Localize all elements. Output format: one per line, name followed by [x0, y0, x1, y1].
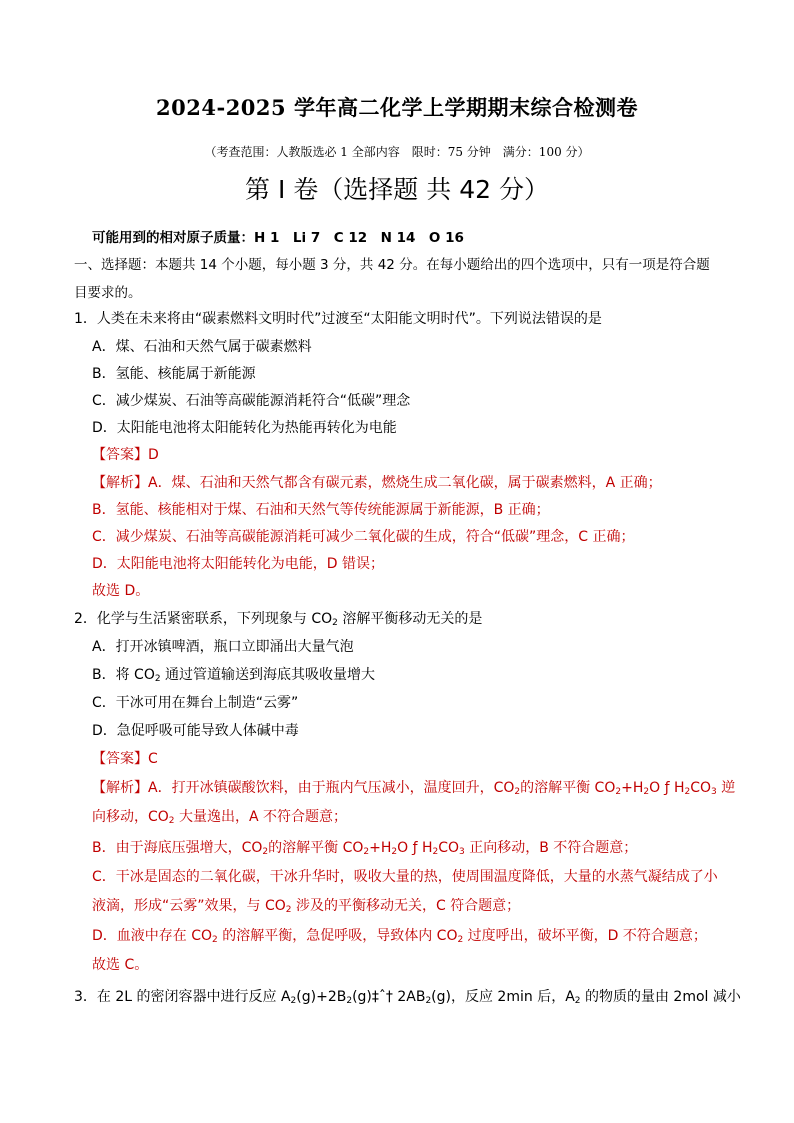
- q1-analysis-2: B．氢能、核能相对于煤、石油和天然气等传统能源属于新能源，B 正确；: [92, 502, 550, 518]
- q2-option-b: [92, 664, 375, 684]
- q2-stem-text: 2．化学与生活紧密联系，下列现象与 CO: [74, 611, 333, 627]
- q2-analysis-d: [92, 925, 707, 945]
- subscript: 3: [459, 847, 465, 857]
- q2-option-c: C．干冰可用在舞台上制造“云雾”: [92, 695, 299, 711]
- analysis-text: A．打开冰镇碳酸饮料，由于瓶内气压减小，温度回升，CO: [148, 780, 515, 796]
- analysis-text: O ƒ H: [649, 780, 685, 796]
- analysis-tag: 【解析】: [92, 475, 148, 491]
- q1-analysis-4: D．太阳能电池将太阳能转化为电能，D 错误；: [92, 556, 385, 572]
- q2-option-a: A．打开冰镇啤酒，瓶口立即涌出大量气泡: [92, 639, 354, 655]
- subscript: 2: [684, 787, 691, 797]
- q3-stem-text: 3．在 2L 的密闭容器中进行反应 A: [74, 989, 291, 1005]
- q2-stem-text: 溶解平衡移动无关的是: [337, 611, 483, 627]
- analysis-text: 正向移动，B 不符合题意；: [464, 840, 638, 856]
- subscript: 2: [212, 935, 218, 945]
- analysis-text: 大量逸出，A 不符合题意；: [174, 809, 348, 825]
- subscript: 2: [425, 996, 432, 1006]
- subscript: 2: [514, 787, 521, 797]
- atomic-masses: 可能用到的相对原子质量：H 1 Li 7 C 12 N 14 O 16: [92, 230, 464, 246]
- q1-answer: [92, 444, 159, 464]
- analysis-text: 过度呼出，破坏平衡，D 不符合题意；: [463, 928, 707, 944]
- analysis-text: 的溶解平衡 CO: [520, 780, 616, 796]
- q3-stem-text: (g)‡ˆ† 2AB: [352, 989, 426, 1005]
- analysis-text: 的溶解平衡 CO: [268, 840, 364, 856]
- analysis-text: B．由于海底压强增大，CO: [92, 840, 263, 856]
- subscript: 2: [346, 996, 353, 1006]
- q1-option-c: C．减少煤炭、石油等高碳能源消耗符合“低碳”理念: [92, 393, 411, 409]
- q2-option-d: D．急促呼吸可能导致人体碱中毒: [92, 723, 299, 739]
- q1-option-b: B．氢能、核能属于新能源: [92, 366, 256, 382]
- subscript: 2: [432, 847, 439, 857]
- q2-analysis-b: [92, 837, 637, 857]
- q3-stem-text: 的物质的量由 2mol 减小: [580, 989, 741, 1005]
- subscript: 2: [168, 816, 175, 826]
- q3-stem-text: (g)+2B: [296, 989, 347, 1005]
- q1-option-d: D．太阳能电池将太阳能转化为热能再转化为电能: [92, 420, 397, 436]
- analysis-text: A．煤、石油和天然气都含有碳元素，燃烧生成二氧化碳，属于碳素燃料，A 正确；: [148, 475, 662, 491]
- q1-option-a: A．煤、石油和天然气属于碳素燃料: [92, 339, 312, 355]
- subscript: 2: [574, 996, 581, 1006]
- analysis-text: CO: [690, 780, 712, 796]
- q2-analysis-a-line2: [92, 806, 347, 826]
- subscript: 3: [711, 787, 717, 797]
- exam-title: 2024-2025 学年高二化学上学期期末综合检测卷: [156, 95, 638, 120]
- answer-value: C: [148, 751, 158, 767]
- subscript: 2: [154, 674, 161, 684]
- answer-tag: 【答案】: [92, 447, 148, 463]
- analysis-text: 的溶解平衡，急促呼吸，导致体内 CO: [217, 928, 458, 944]
- q1-stem: 1．人类在未来将由“碳素燃料文明时代”过渡至“太阳能文明时代”。下列说法错误的是: [74, 311, 602, 327]
- analysis-text: D．血液中存在 CO: [92, 928, 213, 944]
- option-text: B．将 CO: [92, 667, 155, 683]
- section-intro-line-1: 一、选择题：本题共 14 个小题，每小题 3 分，共 42 分。在每小题给出的四个选项中，只有一项是符合题: [74, 257, 710, 273]
- analysis-text: 涉及的平衡移动无关，C 符合题意；: [291, 898, 521, 914]
- exam-subtitle: （考查范围：人教版选必 1 全部内容 限时：75 分钟 满分：100 分）: [204, 145, 590, 159]
- subscript: 2: [290, 996, 297, 1006]
- section-intro-line-2: 目要求的。: [74, 285, 142, 301]
- option-text: 通过管道输送到海底其吸收量增大: [160, 667, 376, 683]
- analysis-text: 液滴，形成“云雾”效果，与 CO: [92, 898, 286, 914]
- q2-analysis-c-line1: C．干冰是固态的二氧化碳，干冰升华时，吸收大量的热，使周围温度降低，大量的水蒸气凝结成了小: [92, 869, 718, 885]
- subscript: 2: [457, 935, 464, 945]
- subscript: 2: [262, 847, 269, 857]
- q2-stem: [74, 608, 482, 628]
- analysis-text: 逆: [716, 780, 736, 796]
- answer-tag: 【答案】: [92, 751, 148, 767]
- analysis-text: O ƒ H: [397, 840, 433, 856]
- volume-heading: 第 I 卷（选择题 共 42 分）: [245, 175, 549, 204]
- analysis-text: CO: [438, 840, 460, 856]
- q1-conclusion: 故选 D。: [92, 583, 150, 599]
- analysis-tag: 【解析】: [92, 780, 148, 796]
- q2-answer: [92, 748, 158, 768]
- subscript: 2: [391, 847, 398, 857]
- q1-analysis-1: [92, 472, 662, 492]
- q2-analysis-a-line1: [92, 777, 735, 797]
- q3-stem: [74, 986, 741, 1006]
- subscript: 2: [615, 787, 622, 797]
- analysis-text: +H: [369, 840, 392, 856]
- q2-analysis-c-line2: [92, 895, 520, 915]
- q2-conclusion: 故选 C。: [92, 957, 149, 973]
- subscript: 2: [363, 847, 370, 857]
- analysis-text: +H: [621, 780, 644, 796]
- subscript: 2: [285, 905, 292, 915]
- subscript: 2: [643, 787, 650, 797]
- analysis-text: 向移动，CO: [92, 809, 169, 825]
- q1-analysis-3: C．减少煤炭、石油等高碳能源消耗可减少二氧化碳的生成，符合“低碳”理念，C 正确；: [92, 529, 635, 545]
- q3-stem-text: (g)，反应 2min 后，A: [431, 989, 575, 1005]
- subscript: 2: [332, 618, 338, 628]
- answer-value: D: [148, 447, 159, 463]
